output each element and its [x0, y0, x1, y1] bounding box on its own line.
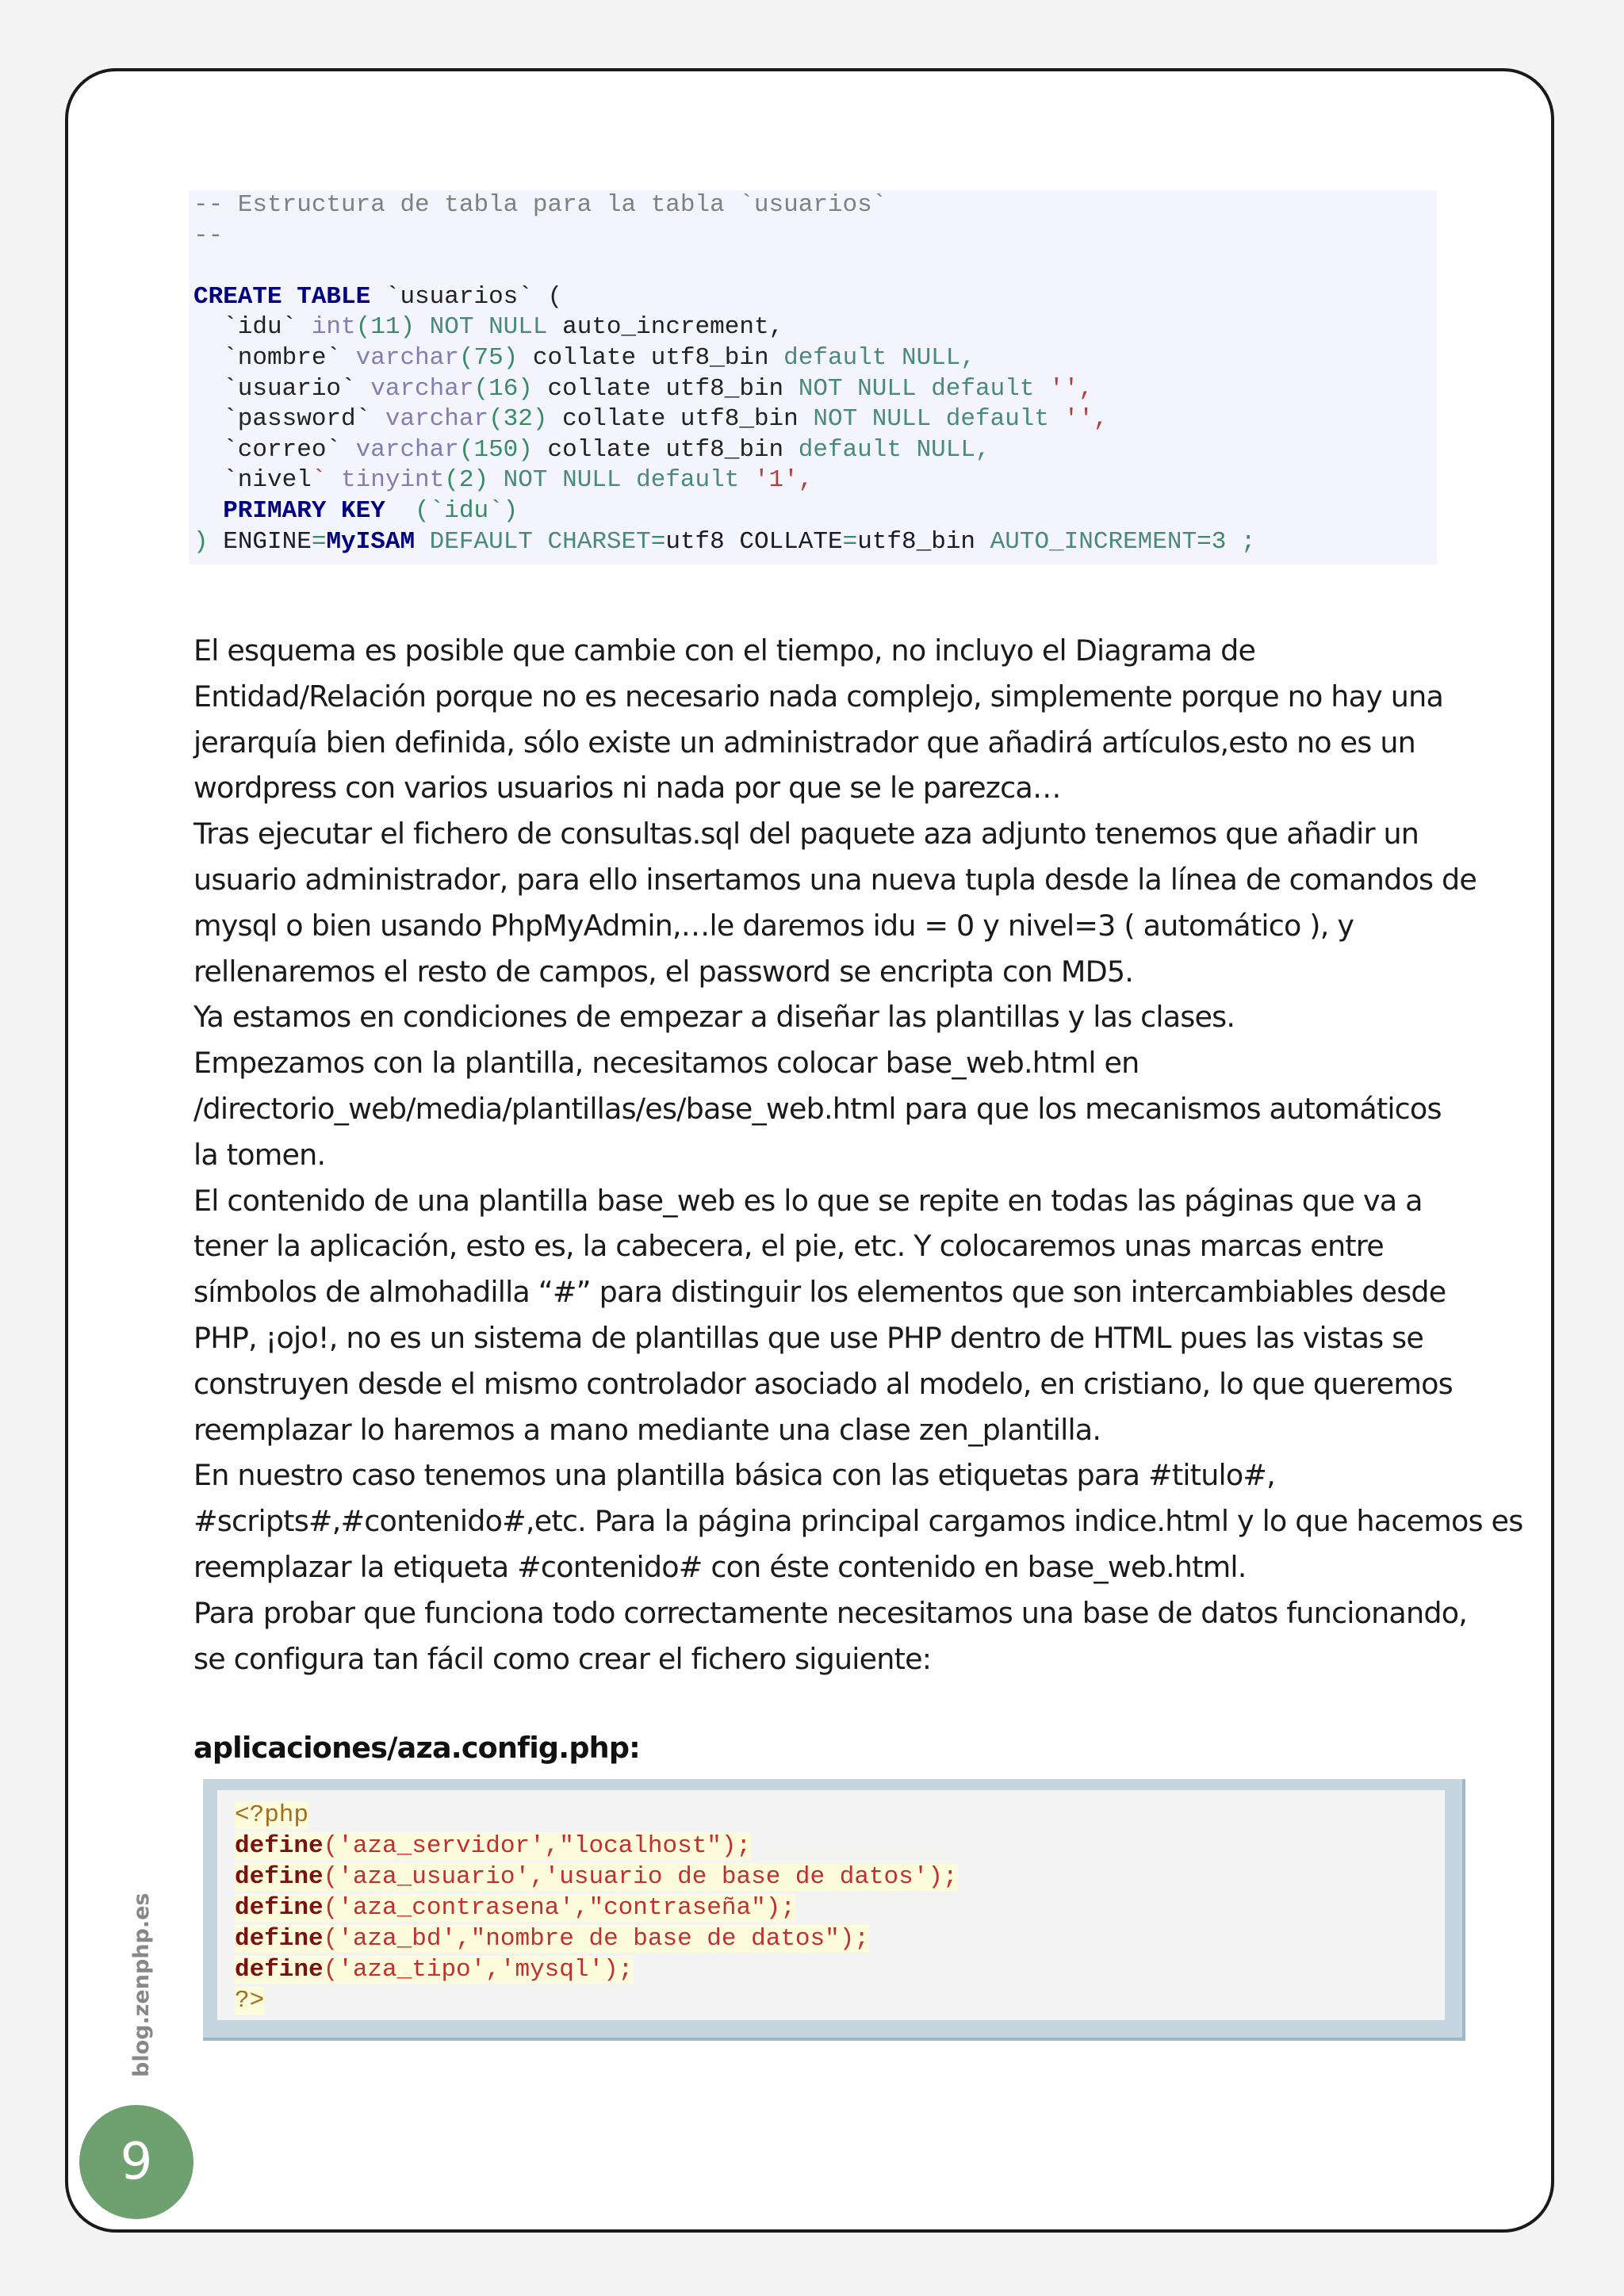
text-line: Empezamos con la plantilla, necesitamos colocar base_web.html en [193, 1046, 1139, 1081]
php-arguments: ('aza_servidor',"localhost"); [323, 1832, 752, 1860]
text-line: rellenaremos el resto de campos, el password se encripta con MD5. [193, 954, 1134, 989]
sql-code-block [189, 190, 1437, 564]
code-line [193, 282, 1437, 313]
php-function: define [235, 1894, 324, 1922]
code-line [193, 251, 1437, 282]
code-line [193, 435, 1437, 466]
sql-constraint: NOT NULL [415, 313, 548, 342]
side-label: blog.zenphp.es [129, 1892, 154, 2077]
php-statement [235, 1832, 751, 1860]
code-line: -- Estructura de tabla para la tabla `usuarios` [193, 191, 887, 219]
sql-type: int [311, 313, 356, 342]
text-line: símbolos de almohadilla “#” para distinguir los elementos que son intercambiables desde [193, 1275, 1446, 1310]
php-function: define [235, 1832, 324, 1860]
sql-constraint: NOT NULL [813, 405, 932, 434]
text-line: wordpress con varios usuarios ni nada por que se le parezca… [193, 771, 1061, 806]
sql-keyword: CREATE TABLE [193, 282, 371, 311]
text-line: El contenido de una plantilla base_web es lo que se repite en todas las páginas que va a [193, 1183, 1423, 1218]
php-close-tag: ?> [235, 1987, 265, 2015]
sql-operator: =3 ; [1197, 527, 1256, 556]
sql-constraint: NOT NULL [488, 466, 622, 495]
sql-type: varchar [370, 374, 474, 403]
sql-default: default NULL, [798, 435, 990, 464]
sql-column: `nombre` [193, 343, 356, 372]
text-line: Ya estamos en condiciones de empezar a diseñar las plantillas y las clases. [193, 1000, 1235, 1035]
php-arguments: ('aza_bd',"nombre de base de datos"); [323, 1925, 869, 1953]
code-line [193, 343, 1437, 374]
text-line: mysql o bien usando PhpMyAdmin,…le daremos idu = 0 y nivel=3 ( automático ), y [193, 908, 1354, 943]
sql-text: DEFAULT CHARSET [415, 527, 651, 556]
sql-string: '', [1049, 374, 1094, 403]
code-line: -- [193, 221, 224, 250]
sql-number: (2) [444, 466, 489, 495]
sql-text: collate utf8_bin [532, 374, 799, 403]
sql-text: utf8_bin [857, 527, 990, 556]
sql-column: `usuario` [193, 374, 371, 403]
sql-number: (16) [473, 374, 533, 403]
sql-column: `idu` [193, 313, 312, 342]
text-line: #scripts#,#contenido#,etc. Para la página principal cargamos indice.html y lo que hacemos es [193, 1504, 1523, 1539]
sql-string: '1', [753, 466, 814, 495]
php-code-block [203, 1779, 1465, 2041]
text-line: En nuestro caso tenemos una plantilla básica con las etiquetas para #titulo#, [193, 1458, 1275, 1493]
body-text [193, 628, 1523, 1682]
code-line [235, 1985, 1445, 2016]
php-code-area [217, 1790, 1445, 2020]
php-arguments: ('aza_usuario','usuario de base de datos'); [323, 1863, 958, 1891]
text-line: usuario administrador, para ello insertamos una nueva tupla desde la línea de comandos de [193, 862, 1477, 897]
code-line [235, 1892, 1445, 1923]
file-title: aplicaciones/aza.config.php: [193, 1731, 640, 1765]
page-number: 9 [120, 2133, 153, 2191]
text-line: Tras ejecutar el fichero de consultas.sql del paquete aza adjunto tenemos que añadir un [193, 817, 1419, 851]
sql-default: default [621, 466, 754, 495]
sql-keyword: PRIMARY KEY [193, 496, 385, 525]
sql-type: varchar [355, 343, 459, 372]
php-statement [235, 1894, 795, 1922]
php-statement [235, 1863, 958, 1891]
php-statement [235, 1956, 633, 1984]
sql-column: `password` [193, 405, 385, 434]
sql-text: (`idu`) [385, 496, 519, 525]
sql-column: `nivel [193, 466, 312, 495]
php-statement [235, 1925, 869, 1953]
sql-type: varchar [355, 435, 459, 464]
code-line [193, 374, 1437, 405]
sql-default: default NULL, [783, 343, 975, 372]
sql-number: (11) [355, 313, 416, 342]
sql-default: default [916, 374, 1050, 403]
sql-type: tinyint [326, 466, 445, 495]
code-line [235, 1954, 1445, 1985]
sql-default: default [931, 405, 1064, 434]
sql-number: (32) [488, 405, 548, 434]
text-line: /directorio_web/media/plantillas/es/base_web.html para que los mecanismos automáticos [193, 1091, 1442, 1126]
sql-text: collate utf8_bin [547, 405, 814, 434]
code-line [193, 312, 1437, 343]
php-function: define [235, 1863, 324, 1891]
sql-text: ENGINE [208, 527, 312, 556]
sql-text: collate utf8_bin [532, 435, 799, 464]
code-line [235, 1800, 1445, 1831]
page-number-badge [79, 2105, 193, 2219]
sql-operator: = [842, 527, 858, 556]
sql-number: (75) [458, 343, 519, 372]
code-line [193, 465, 1437, 496]
text-line: la tomen. [193, 1137, 326, 1172]
sql-text: utf8 COLLATE [665, 527, 843, 556]
text-line: tener la aplicación, esto es, la cabecera, el pie, etc. Y colocaremos unas marcas entre [193, 1229, 1384, 1264]
text-line: PHP, ¡ojo!, no es un sistema de plantillas que use PHP dentro de HTML pues las vistas se [193, 1320, 1424, 1355]
code-line [235, 1831, 1445, 1862]
sql-text: AUTO_INCREMENT [990, 527, 1197, 556]
text-line: reemplazar lo haremos a mano mediante una clase zen_plantilla. [193, 1412, 1101, 1447]
text-line: El esquema es posible que cambie con el tiempo, no incluyo el Diagrama de [193, 633, 1256, 668]
php-arguments: ('aza_contrasena',"contraseña"); [323, 1894, 795, 1922]
php-function: define [235, 1956, 324, 1984]
php-open-tag: <?php [235, 1801, 309, 1829]
code-line [235, 1862, 1445, 1892]
text-line: jerarquía bien definida, sólo existe un administrador que añadirá artículos,esto no es un [193, 725, 1415, 760]
php-function: define [235, 1925, 324, 1953]
sql-constraint: NOT NULL [798, 374, 917, 403]
sql-paren: ) [193, 527, 209, 556]
text-line: se configura tan fácil como crear el fichero siguiente: [193, 1641, 932, 1676]
code-line [193, 496, 1437, 527]
sql-backtick: ` [311, 466, 327, 495]
sql-text: `usuarios` ( [370, 282, 563, 311]
php-arguments: ('aza_tipo','mysql'); [323, 1956, 634, 1984]
text-line: Entidad/Relación porque no es necesario nada complejo, simplemente porque no hay una [193, 679, 1444, 714]
code-line [193, 404, 1437, 435]
sql-text: collate utf8_bin [518, 343, 784, 372]
code-line [235, 1923, 1445, 1954]
sql-string: '', [1063, 405, 1109, 434]
sql-text: auto_increment, [547, 313, 784, 342]
sql-column: `correo` [193, 435, 356, 464]
sql-number: (150) [458, 435, 533, 464]
code-line [193, 527, 1437, 558]
text-line: construyen desde el mismo controlador asociado al modelo, en cristiano, lo que queremos [193, 1366, 1453, 1401]
text-line: Para probar que funciona todo correctamente necesitamos una base de datos funcionando, [193, 1595, 1468, 1630]
sql-type: varchar [385, 405, 489, 434]
sql-operator: = [650, 527, 666, 556]
sql-keyword: MyISAM [326, 527, 416, 556]
sql-operator: = [311, 527, 327, 556]
text-line: reemplazar la etiqueta #contenido# con éste contenido en base_web.html. [193, 1549, 1247, 1584]
